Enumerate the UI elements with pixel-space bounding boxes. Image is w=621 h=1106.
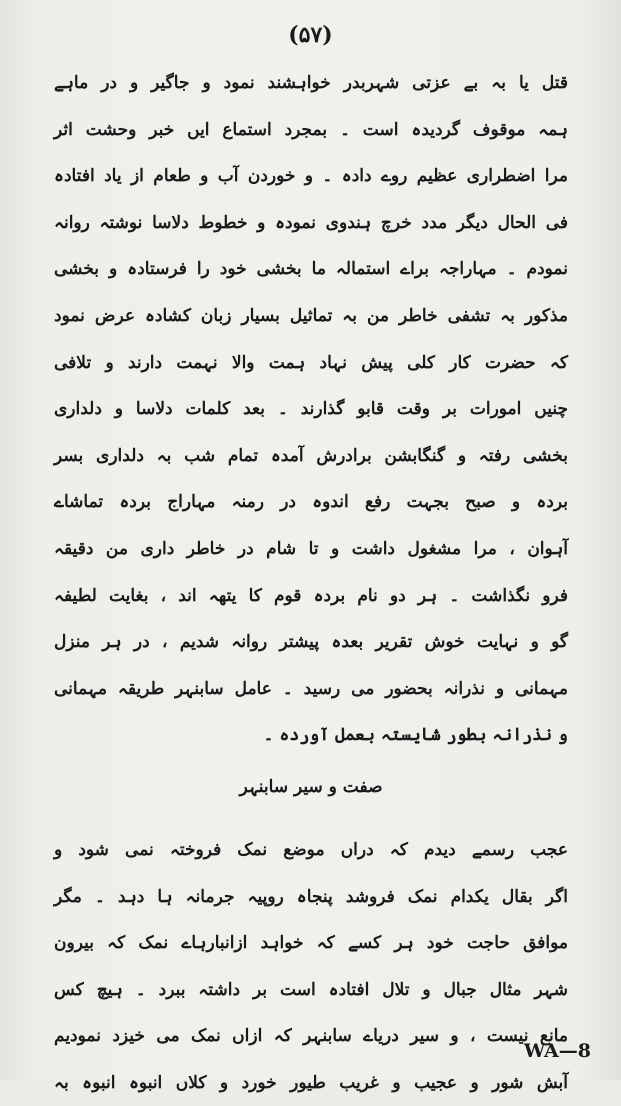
text-line: گو و نہایت خوش تقریر بعدہ پیشتر روانہ شدیم ، در ہر منزل	[54, 632, 568, 653]
text-line: فی الحال دیگر مدد خرچ ہندوی نمودہ و خطوط دلاسا نوشتہ روانہ	[54, 212, 568, 233]
text-line: شہر مثال جبال و تلال افتادہ است بر داشتہ ببرد ۔ ہیچ کس	[54, 979, 568, 1000]
text-line: عجب رسمے دیدم کہ دراں موضع نمک فروختہ نمی شود و	[54, 839, 568, 860]
text-line: چنیں امورات بر وقت قابو گذارند ۔ بعد کلمات دلاسا و دلداری	[54, 399, 568, 420]
text-line: نمودم ۔ مہاراجہ براے استمالہ ما بخشی خود را فرستادہ و بخشی	[54, 259, 568, 280]
section-gap	[54, 815, 568, 827]
text-line: ہمہ موقوف گردیدہ است ۔ بمجرد استماع ایں خبر وحشت اثر	[54, 119, 568, 140]
text-line: قتل یا بہ بے عزتی شہربدر خواہشند نمود و جاگیر و در ماہے	[54, 73, 568, 93]
text-line: بردہ و صبح بجہت رفع اندوہ در رمنہ مہاراج بردہ تماشاے	[54, 492, 568, 513]
text-line: مرا اضطراری عظیم روے دادہ ۔ و خوردن آب و طعام از یاد افتادہ	[54, 166, 568, 187]
text-line: آہوان ، مرا مشغول داشت و تا شام در خاطر داری من دقیقہ	[54, 538, 568, 559]
text-line: موافق حاجت خود ہر کسے کہ خواہد ازانبارہاے نمک کہ بیرون	[54, 933, 568, 954]
text-line: کہ حضرت کار کلی پیش نہاد ہمت والا نہمت دارند و تلافی	[54, 352, 568, 373]
text-line: اگر بقال یکدام نمک فروشد پنجاہ روپیہ جرمانہ ہا دہد ۔ مگر	[54, 886, 568, 907]
text-line: آبش شور و عجیب و غریب طیور خورد و کلاں انبوہ انبوہ بہ	[54, 1072, 568, 1093]
page-number: (۵۷)	[288, 22, 333, 48]
page-body	[54, 60, 568, 1106]
text-line: مذکور بہ تشفی خاطر من بہ تماثیل بسیار زبان کشادہ عرض نمود	[54, 305, 568, 326]
section-heading: صفت و سیر سابنہر	[239, 776, 383, 797]
text-line: مانع نیست ، و سیر دریاے سابنہر کہ ازاں نمک می خیزد نمودیم	[54, 1026, 568, 1047]
text-line: مہمانی و نذرانہ بحضور می رسید ۔ عامل سابنہر طریقہ مہمانی	[54, 678, 568, 699]
signature-mark: WA—8	[523, 1040, 591, 1062]
text-line: فرو نگذاشت ۔ ہر دو نام بردہ قوم کا یتھہ اند ، بغایت لطیفہ	[54, 585, 568, 606]
text-line: بخشی رفتہ و گنگابشن برادرش آمدہ تمام شب بہ دلداری بسر	[54, 445, 568, 466]
text-line: و نذرانہ بطور شایستہ بعمل آوردہ ۔	[263, 725, 568, 746]
